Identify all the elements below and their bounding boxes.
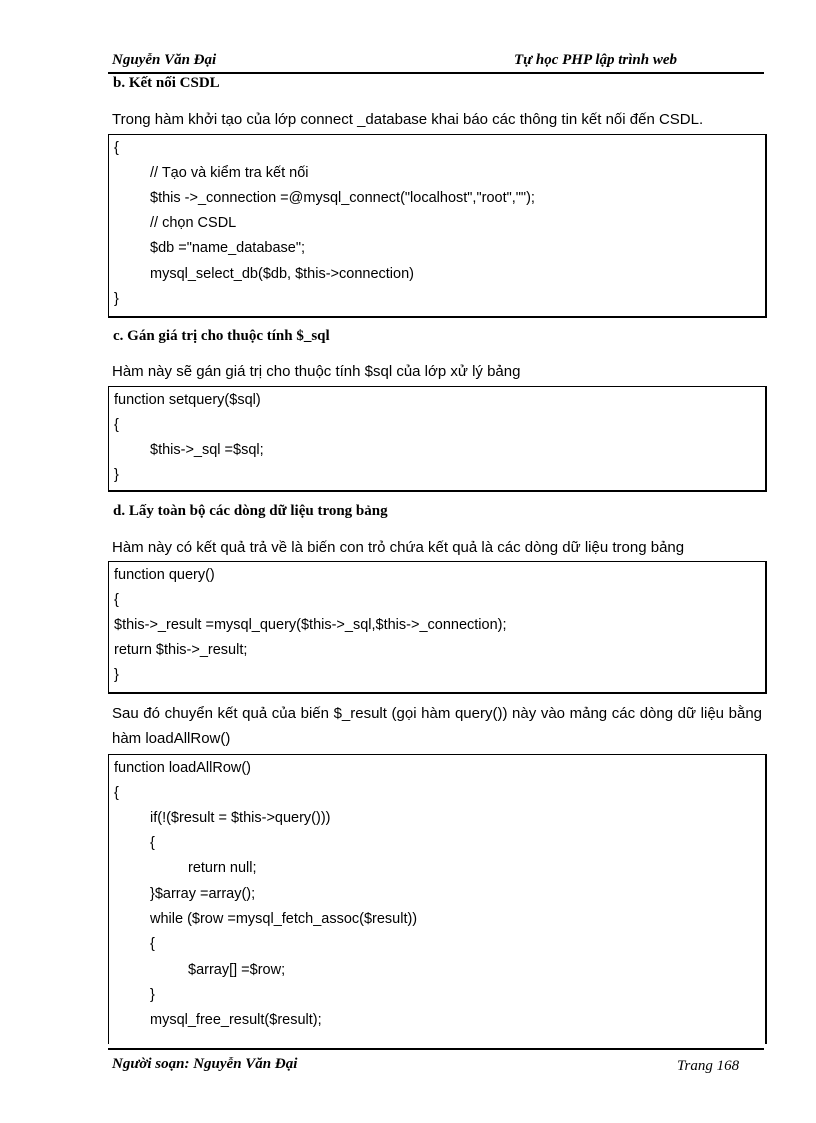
section-c-intro: Hàm này sẽ gán giá trị cho thuộc tính $sql của lớp xử lý bảng xyxy=(112,363,521,380)
section-d-code2-box xyxy=(108,754,767,1044)
section-b-intro: Trong hàm khởi tạo của lớp connect _database khai báo các thông tin kết nối đến CSDL. xyxy=(112,111,704,128)
section-d-heading: d. Lấy toàn bộ các dòng dữ liệu trong bảng xyxy=(113,503,388,519)
header-author: Nguyễn Văn Đại xyxy=(112,52,217,68)
section-c-code-box xyxy=(108,386,767,492)
code-line: if(!($result = $this->query())) xyxy=(150,810,331,826)
section-d-outro: Sau đó chuyển kết quả của biến $_result (gọi hàm query()) này vào mảng các dòng dữ liệu bằng hàm loadAllRow() xyxy=(112,705,762,747)
code-line: { xyxy=(114,785,119,801)
code-line: } xyxy=(114,291,119,307)
code-line: { xyxy=(150,936,155,952)
code-line: // chọn CSDL xyxy=(150,215,237,231)
code-line: return $this->_result; xyxy=(114,642,248,658)
code-line: } xyxy=(114,667,119,683)
code-line: { xyxy=(150,835,155,851)
section-c-heading: c. Gán giá trị cho thuộc tính $_sql xyxy=(113,328,330,344)
code-line: mysql_select_db($db, $this->connection) xyxy=(150,266,414,282)
section-b-code-box xyxy=(108,134,767,318)
code-line: function query() xyxy=(114,567,215,583)
code-line: } xyxy=(114,467,119,483)
footer-rule xyxy=(108,1048,764,1050)
code-line: return null; xyxy=(188,860,257,876)
code-line: }$array =array(); xyxy=(150,886,256,902)
header-rule xyxy=(108,72,764,74)
code-line: // Tạo và kiểm tra kết nối xyxy=(150,165,309,181)
header-title: Tự học PHP lập trình web xyxy=(514,52,678,68)
footer-author: Người soạn: Nguyễn Văn Đại xyxy=(112,1056,298,1072)
code-line: $this ->_connection =@mysql_connect("localhost","root",""); xyxy=(150,190,535,206)
code-line: } xyxy=(150,987,155,1003)
code-line: while ($row =mysql_fetch_assoc($result)) xyxy=(150,911,418,927)
section-d-intro: Hàm này có kết quả trả về là biến con trỏ chứa kết quả là các dòng dữ liệu trong bảng xyxy=(112,539,685,556)
code-line: $array[] =$row; xyxy=(188,962,286,978)
code-line: $db ="name_database"; xyxy=(150,240,306,256)
code-line: $this->_result =mysql_query($this->_sql,$this->_connection); xyxy=(114,617,507,633)
page-number: Trang 168 xyxy=(677,1058,740,1074)
code-line: function setquery($sql) xyxy=(114,392,261,408)
code-line: { xyxy=(114,140,119,156)
code-line: function loadAllRow() xyxy=(114,760,252,776)
section-b-heading: b. Kết nối CSDL xyxy=(113,75,220,91)
code-line: { xyxy=(114,592,119,608)
code-line: { xyxy=(114,417,119,433)
code-line: $this->_sql =$sql; xyxy=(150,442,264,458)
code-line: mysql_free_result($result); xyxy=(150,1012,322,1028)
section-d-code-box xyxy=(108,561,767,694)
